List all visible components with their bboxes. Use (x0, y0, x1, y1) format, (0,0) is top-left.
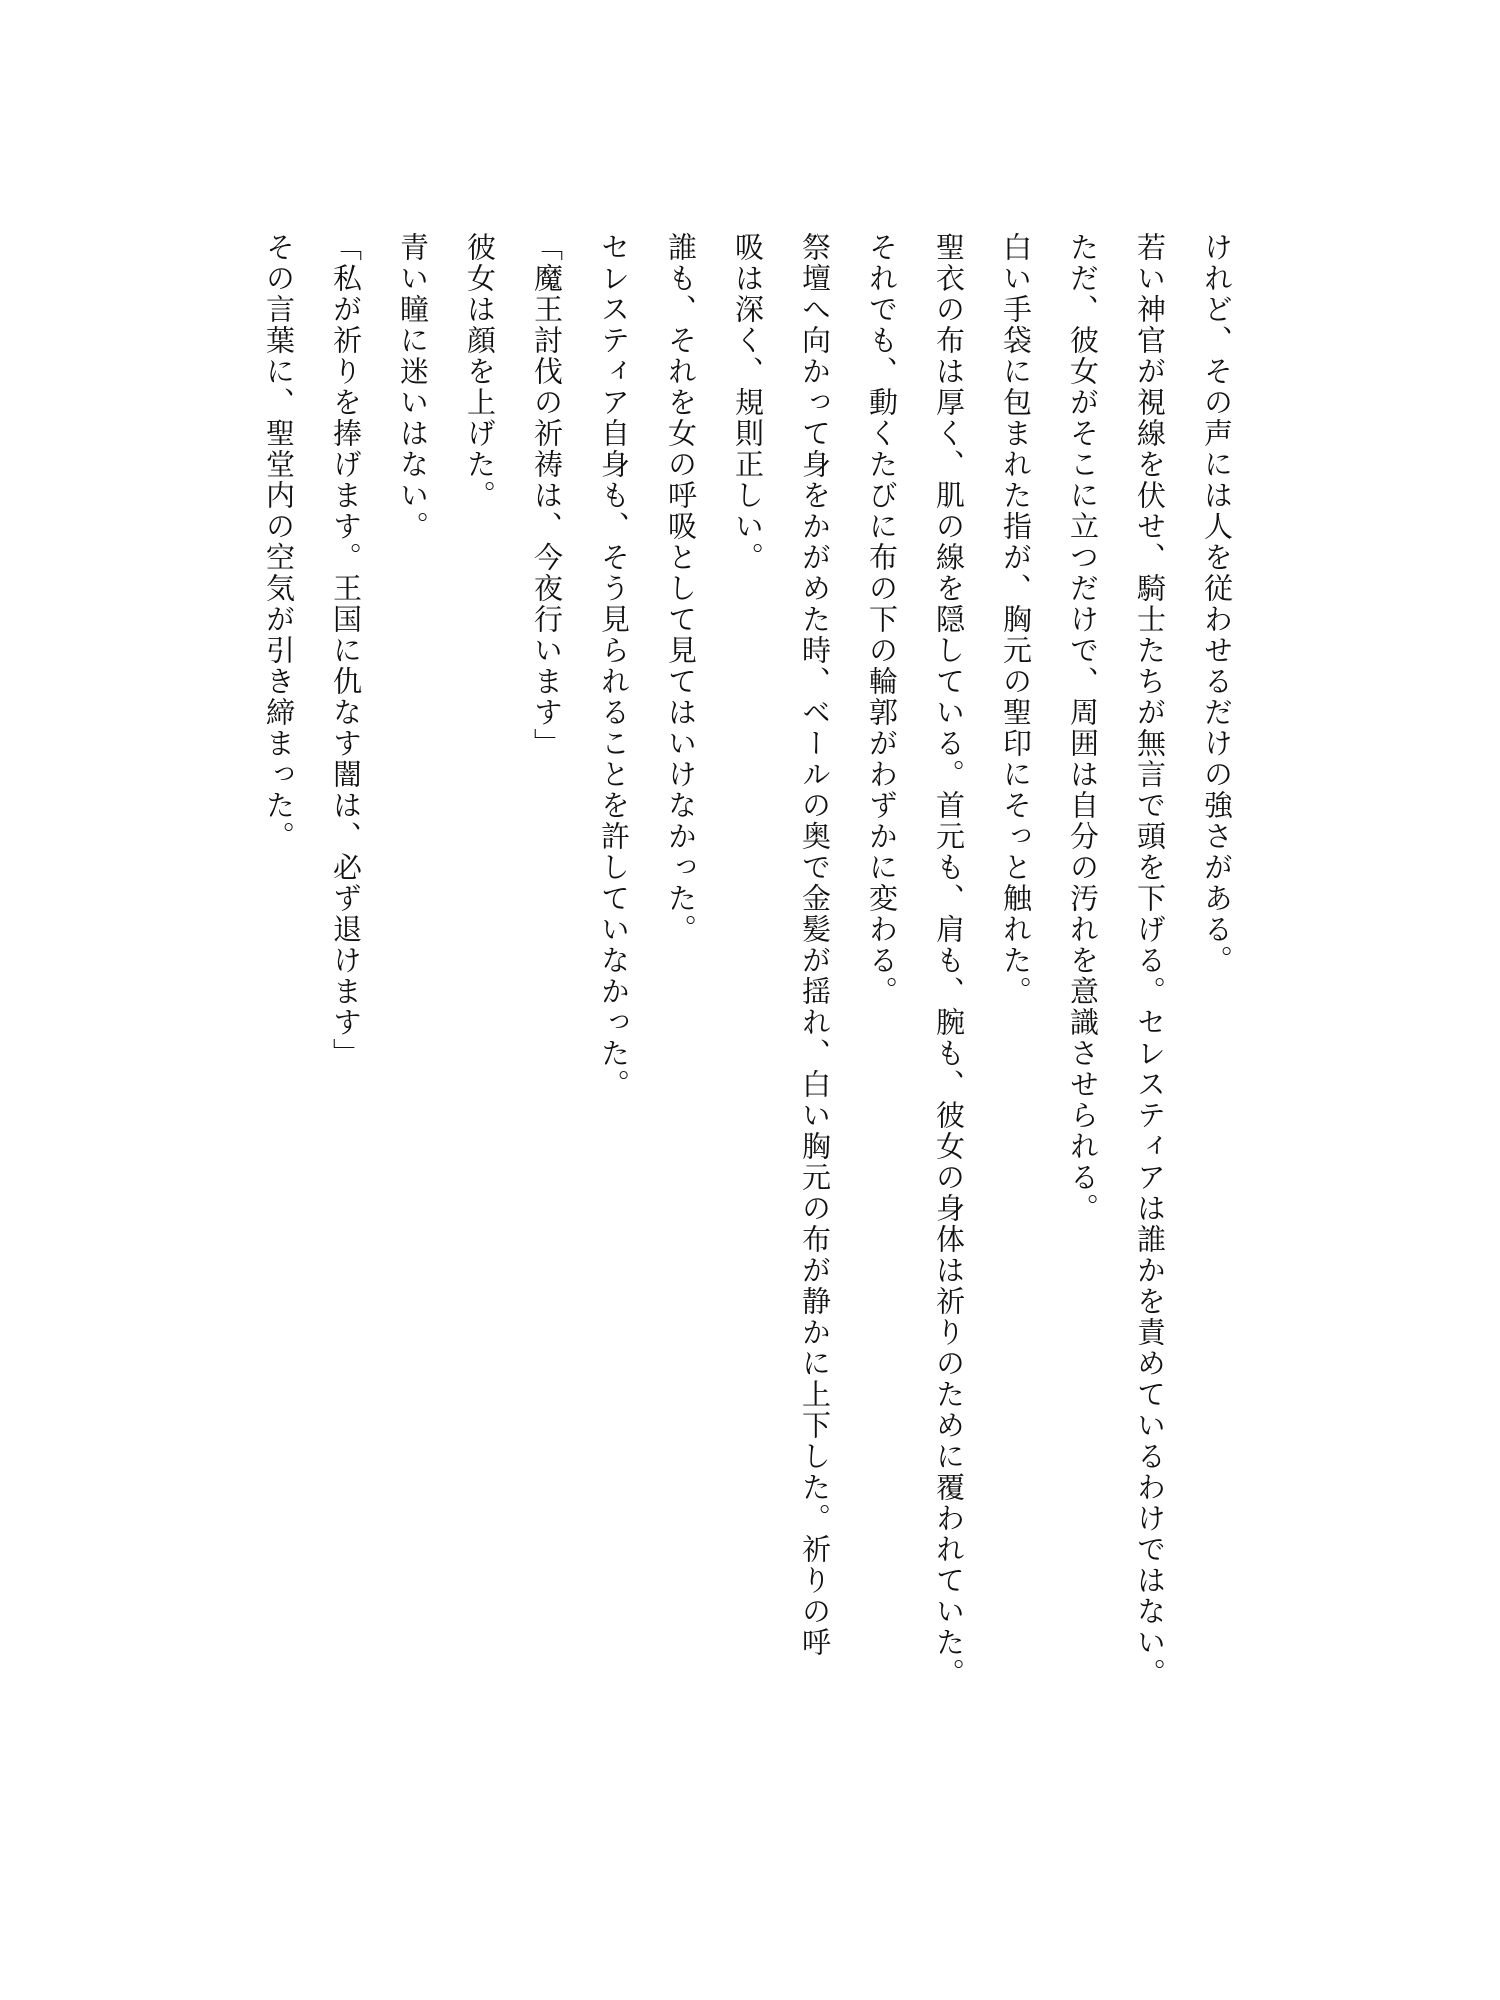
text-line: 聖衣の布は厚く、肌の線を隠している。首元も、肩も、腕も、彼女の身体は祈りのために覆われていた。 (932, 232, 966, 1689)
text-line: 「私が祈りを捧げます。王国に仇なす闇は、必ず退けます」 (329, 232, 363, 1069)
text-line: 白い手袋に包まれた指が、胸元の聖印にそっと触れた。 (999, 232, 1033, 1007)
text-line: それでも、動くたびに布の下の輪郭がわずかに変わる。 (865, 232, 899, 1007)
text-line: 「魔王討伐の祈祷は、今夜行います」 (530, 232, 564, 759)
text-line: 青い瞳に迷いはない。 (396, 232, 430, 542)
vertical-text-body (245, 232, 1250, 1832)
text-line: 吸は深く、規則正しい。 (731, 232, 765, 573)
text-line: 彼女は顔を上げた。 (463, 232, 497, 511)
text-line: セレスティア自身も、そう見られることを許していなかった。 (597, 232, 631, 1100)
text-line: 祭壇へ向かって身をかがめた時、ベールの奥で金髪が揺れ、白い胸元の布が静かに上下した。祈りの呼 (798, 232, 832, 1658)
text-line: 誰も、それを女の呼吸として見てはいけなかった。 (664, 232, 698, 945)
text-line: けれど、その声には人を従わせるだけの強さがある。 (1200, 232, 1234, 976)
text-line: ただ、彼女がそこに立つだけで、周囲は自分の汚れを意識させられる。 (1066, 232, 1100, 1224)
text-line: その言葉に、聖堂内の空気が引き締まった。 (262, 232, 296, 852)
text-line: 若い神官が視線を伏せ、騎士たちが無言で頭を下げる。セレスティアは誰かを責めているわけではない。 (1133, 232, 1167, 1689)
